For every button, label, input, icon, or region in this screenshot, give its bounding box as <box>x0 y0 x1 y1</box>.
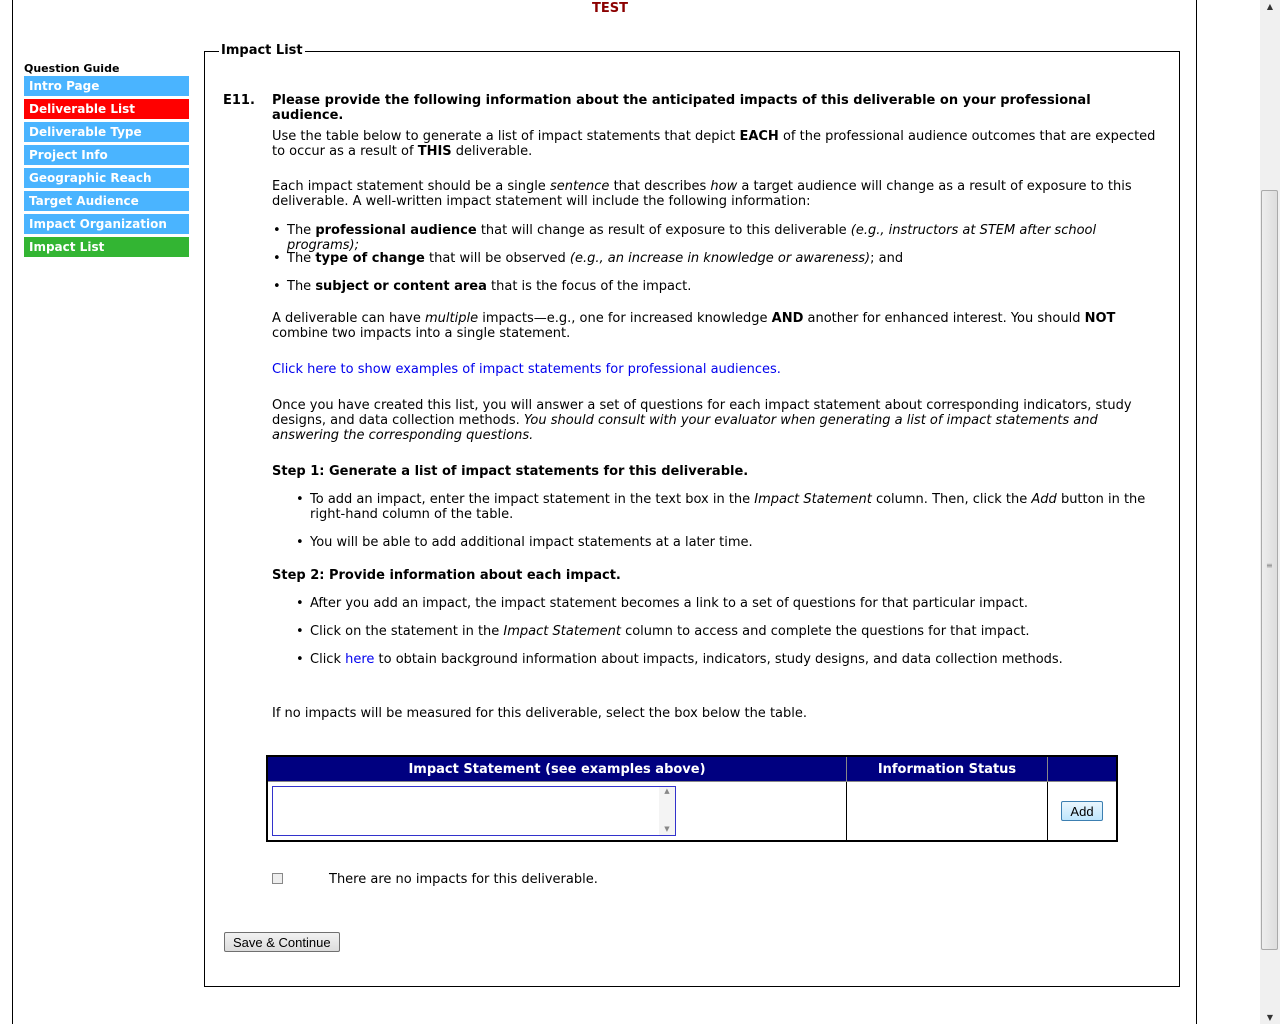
step1-title: Step 1: Generate a list of impact statements for this deliverable. <box>272 464 749 479</box>
column-header-information-status: Information Status <box>847 756 1048 782</box>
step2-title: Step 2: Provide information about each impact. <box>272 568 621 583</box>
examples-link-row <box>272 362 1162 377</box>
information-status-cell <box>847 782 1048 842</box>
no-impacts-label: There are no impacts for this deliverable. <box>329 872 598 887</box>
vertical-scrollbar[interactable] <box>1260 0 1280 1024</box>
intro-paragraph: Use the table below to generate a list of impact statements that depict EACH of the professional audience outcomes that are expected to occur as a result of THIS deliverable. <box>272 129 1156 159</box>
scrollbar-thumb[interactable] <box>1261 190 1278 950</box>
impact-statement-cell <box>267 782 847 842</box>
column-header-impact-statement: Impact Statement (see examples above) <box>267 756 847 782</box>
list-item: • After you add an impact, the impact statement becomes a link to a set of questions for that particular impact. <box>296 596 1156 611</box>
statement-paragraph: Each impact statement should be a single sentence that describes how a target audience will change as a result of exposure to this deliverable. A well-written impact statement will include the following information: <box>272 179 1132 209</box>
scroll-up-arrow-icon[interactable]: ▲ <box>664 787 670 795</box>
save-continue-button[interactable]: Save & Continue <box>224 932 340 952</box>
no-impacts-note: If no impacts will be measured for this deliverable, select the box below the table. <box>272 706 807 721</box>
list-item: • You will be able to add additional impact statements at a later time. <box>296 535 1156 550</box>
list-item: • The professional audience that will change as result of exposure to this deliverable (e.g., instructors at STEM after school programs); <box>272 223 1162 253</box>
sidebar-item-intro-page[interactable]: Intro Page <box>24 76 189 96</box>
impact-table <box>266 755 1118 842</box>
impact-statement-input[interactable] <box>272 786 676 836</box>
grip-icon: ≡ <box>1266 561 1273 570</box>
scroll-down-arrow-icon[interactable]: ▼ <box>664 825 670 833</box>
scroll-down-arrow-icon[interactable]: ▼ <box>1266 1013 1274 1022</box>
examples-link[interactable]: Click here to show examples of impact statements for professional audiences. <box>272 362 781 377</box>
textarea-scrollbar[interactable] <box>659 787 675 835</box>
question-number: E11. <box>223 93 255 108</box>
background-info-link[interactable]: here <box>345 652 375 667</box>
question-text: Please provide the following information about the anticipated impacts of this deliverable on your professional audience. <box>272 93 1091 123</box>
sidebar-item-target-audience[interactable]: Target Audience <box>24 191 189 211</box>
sidebar-item-project-info[interactable]: Project Info <box>24 145 189 165</box>
sidebar-item-geographic-reach[interactable]: Geographic Reach <box>24 168 189 188</box>
list-item: • Click here to obtain background information about impacts, indicators, study designs, and data collection methods. <box>296 652 1156 667</box>
header-title: TEST <box>592 1 628 16</box>
fieldset-legend: Impact List <box>221 43 303 58</box>
action-cell <box>1048 782 1118 842</box>
sidebar-item-deliverable-type[interactable]: Deliverable Type <box>24 122 189 142</box>
list-item: • The type of change that will be observed (e.g., an increase in knowledge or awareness); and <box>272 251 1162 266</box>
list-item: • The subject or content area that is the focus of the impact. <box>272 279 1162 294</box>
table-row <box>267 782 1117 842</box>
sidebar-item-deliverable-list[interactable]: Deliverable List <box>24 99 189 119</box>
sidebar-item-impact-organization[interactable]: Impact Organization <box>24 214 189 234</box>
evaluator-paragraph: Once you have created this list, you will answer a set of questions for each impact statement about corresponding indicators, study designs, and data collection methods. You should consult with your evaluator when generating a list of impact statements and answering the corresponding questions. <box>272 398 1132 443</box>
sidebar-item-impact-list[interactable]: Impact List <box>24 237 189 257</box>
list-item: • To add an impact, enter the impact statement in the text box in the Impact Statement column. Then, click the Add button in the right-hand column of the table. <box>296 492 1156 522</box>
column-header-action <box>1048 756 1118 782</box>
scroll-up-arrow-icon[interactable]: ▲ <box>1266 2 1274 11</box>
multiple-impacts-paragraph: A deliverable can have multiple impacts—e.g., one for increased knowledge AND another for enhanced interest. You should NOT combine two impacts into a single statement. <box>272 311 1116 341</box>
list-item: • Click on the statement in the Impact Statement column to access and complete the questions for that impact. <box>296 624 1156 639</box>
add-button[interactable]: Add <box>1061 801 1103 821</box>
no-impacts-checkbox[interactable] <box>272 873 283 884</box>
question-guide-title: Question Guide <box>24 62 120 75</box>
